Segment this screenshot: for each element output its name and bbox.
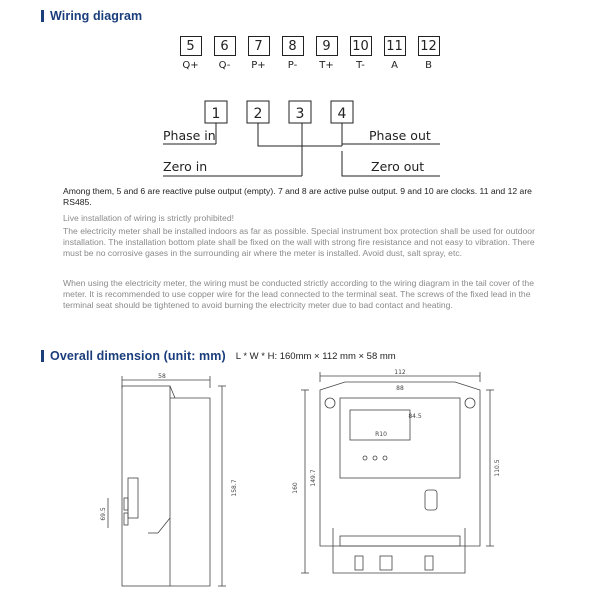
front-right-label: 110.5: [494, 459, 501, 477]
side-view-drawing: [100, 368, 260, 593]
heading-accent-bar: [41, 10, 44, 22]
terminal-6: [209, 36, 240, 71]
front-height2-label: 149.7: [310, 469, 317, 487]
side-body-front: [170, 398, 210, 586]
wiring-box-4-label: 4: [337, 106, 347, 122]
wiring-box-2-label: 2: [253, 106, 263, 122]
side-height-label: 158.7: [231, 479, 238, 497]
side-small-label: 69.5: [100, 507, 107, 521]
wiring-diagram-title: Wiring diagram: [50, 9, 143, 23]
warning-wiring-procedure: When using the electricity meter, the wiring must be conducted strictly according to the wiring diagram in the tail cover of the meter. It is recommended to use copper wire for the lead connected to the terminal seat. The screws of the fixed lead in the terminal seat should be tightened to avoid burning the electricity meter due to bad contact and heating.: [63, 278, 534, 310]
terminal-10: [345, 36, 376, 71]
terminal-5: [175, 36, 206, 71]
zero-in-label: Zero in: [163, 159, 208, 174]
front-height-label: 160: [292, 482, 299, 494]
terminal-number: 6: [214, 36, 236, 56]
front-inner-label: 88: [396, 385, 404, 392]
terminal-7: [243, 36, 274, 71]
side-body-back: [122, 386, 170, 586]
terminal-label: Q-: [218, 60, 231, 71]
dimension-values: L * W * H: 160mm × 112 mm × 58 mm: [235, 350, 396, 362]
front-terminal-cover: [333, 528, 465, 573]
terminal-number: 11: [384, 36, 406, 56]
terminal-row: [175, 36, 447, 71]
overall-dimension-title: Overall dimension (unit: mm): [50, 349, 226, 363]
terminal-number: 12: [418, 36, 440, 56]
wiring-box-3-label: 3: [295, 106, 305, 122]
terminal-label: T+: [319, 60, 334, 71]
terminal-number: 7: [248, 36, 270, 56]
terminal-9: [311, 36, 342, 71]
terminal-11: [379, 36, 410, 71]
terminal-label: B: [425, 60, 432, 71]
warning-live-installation: Live installation of wiring is strictly prohibited!: [63, 213, 234, 223]
terminal-number: 9: [316, 36, 338, 56]
front-top-label: 112: [394, 369, 406, 376]
wiring-box-1-label: 1: [211, 106, 221, 122]
front-screw-tl: [325, 398, 335, 408]
terminal-label: P+: [251, 60, 266, 71]
side-width-label: 58: [158, 373, 166, 380]
terminal-number: 8: [282, 36, 304, 56]
terminal-label: Q+: [182, 60, 199, 71]
side-terminal-block: [128, 478, 138, 518]
terminal-label: T-: [356, 60, 365, 71]
front-screw-tr: [465, 398, 475, 408]
terminal-number: 5: [180, 36, 202, 56]
terminal-8: [277, 36, 308, 71]
front-mid-label: 84.5: [408, 413, 422, 420]
terminal-note: Among them, 5 and 6 are reactive pulse output (empty). 7 and 8 are active pulse output. 9 and 10 are clocks. 11 and 12 are RS485.: [63, 186, 532, 207]
phase-out-label: Phase out: [369, 128, 431, 143]
front-view-drawing: [285, 368, 510, 593]
phase-in-label: Phase in: [163, 128, 216, 143]
front-r10-label: R10: [375, 431, 387, 438]
zero-out-label: Zero out: [371, 159, 425, 174]
warning-installation-location: The electricity meter shall be installed indoors as far as possible. Special instrument box protection shall be used for outdoor installation. The installation bottom plate shall be fixed on the wall with strong fire resistance and not easy to vibration. There must be no corrosive gases in the surrounding air where the meter is installed. Avoid dust, salt spray, etc.: [63, 226, 535, 258]
terminal-12: [413, 36, 444, 71]
wiring-schematic: [150, 96, 450, 181]
front-body-outline: [320, 382, 480, 546]
terminal-number: 10: [350, 36, 372, 56]
wiring-diagram-heading: [41, 9, 142, 23]
terminal-label: A: [391, 60, 398, 71]
terminal-label: P-: [287, 60, 298, 71]
front-seal: [425, 490, 437, 510]
link-2-phase-out: [258, 123, 342, 146]
overall-dimension-heading: [41, 349, 396, 363]
heading-accent-bar: [41, 350, 44, 362]
